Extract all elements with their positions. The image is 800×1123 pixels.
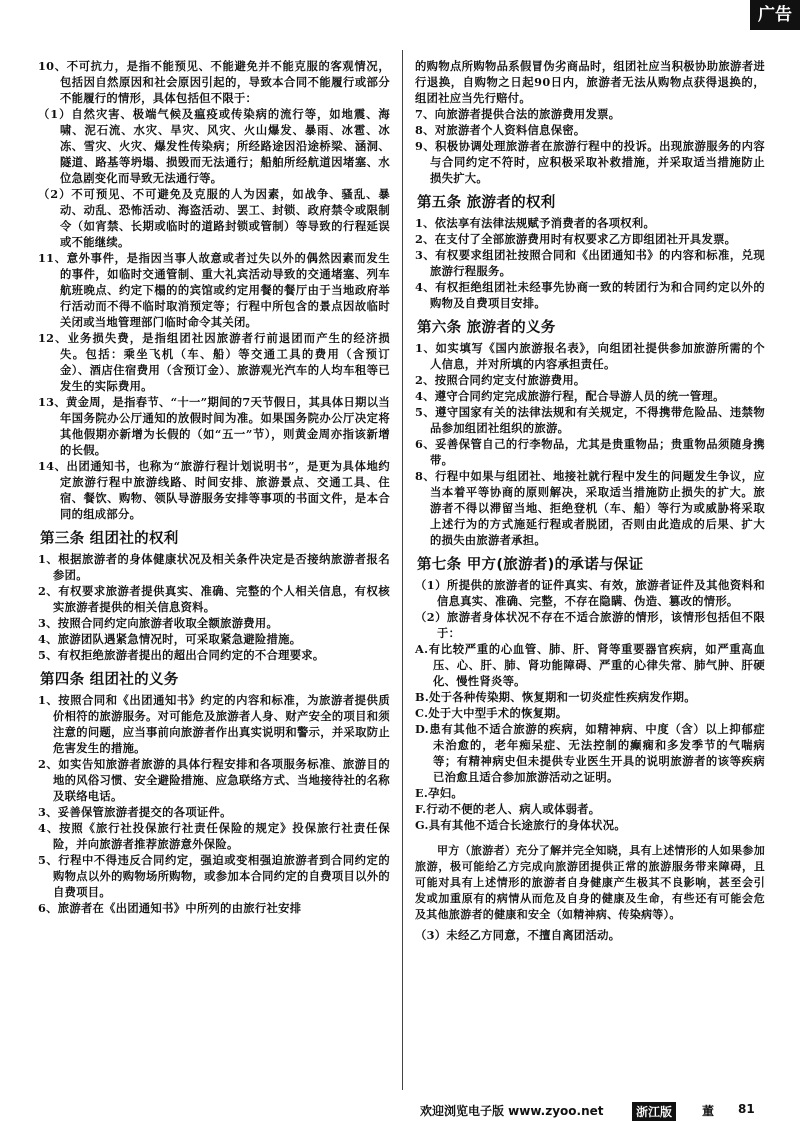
paragraph: 4、按照《旅行社投保旅行社责任保险的规定》投保旅行社责任保险，并向旅游者推荐旅游意外保险。: [38, 821, 390, 851]
paragraph: 11、意外事件，是指因当事人故意或者过失以外的偶然因素而发生的事件，如临时交通管制、重大礼宾活动导致的交通堵塞、列车航班晚点、约定下榻的的宾馆或约定用餐的餐厅由于当地政府举行活动而不得不临时取消预定等；行程中所包含的景点因故临时关闭或当地管理部门临时命令其关闭。: [38, 251, 390, 329]
footer-welcome: 欢迎浏览电子版 www.zyoo.net: [420, 1104, 604, 1118]
paragraph: 6、妥善保管自己的行李物品，尤其是贵重物品；贵重物品须随身携带。: [415, 437, 765, 467]
paragraph: 12、业务损失费，是指组团社因旅游者行前退团而产生的经济损失。包括：乘坐飞机（车、船）等交通工具的费用（含预订金）、酒店住宿费用（含预订金）、旅游观光汽车的人均车租等已发生的实际费用。: [38, 331, 390, 393]
paragraph: F.行动不便的老人、病人或体弱者。: [415, 802, 601, 816]
footer-sign: 董: [702, 1104, 715, 1118]
paragraph: A.有比较严重的心血管、肺、肝、肾等重要器官疾病，如严重高血压、心、肝、肺、肾功能障碍、严重的心律失常、肺气肿、肝硬化、慢性肾炎等。: [415, 642, 765, 688]
paragraph: （2）旅游者身体状况不存在不适合旅游的情形，该情形包括但不限于：: [415, 610, 765, 640]
paragraph: 5、有权拒绝旅游者提出的超出合同约定的不合理要求。: [38, 648, 325, 662]
paragraph: D.患有其他不适合旅游的疾病，如精神病、中度（含）以上抑郁症未治愈的，老年痴呆症、无法控制的癫痫和多发季节的气喘病等；有精神病史但未提供专业医生开具的说明旅游者的该等疾病已治愈且适合参加旅游活动之证明。: [415, 722, 765, 784]
paragraph: 8、对旅游者个人资料信息保密。: [415, 123, 586, 137]
paragraph: 3、妥善保管旅游者提交的各项证件。: [38, 805, 232, 819]
paragraph: G.具有其他不适合长途旅行的身体状况。: [415, 818, 626, 832]
paragraph: 2、在支付了全部旅游费用时有权要求乙方即组团社开具发票。: [415, 232, 737, 246]
paragraph: 4、旅游团队遇紧急情况时，可采取紧急避险措施。: [38, 632, 302, 646]
paragraph: B.处于各种传染期、恢复期和一切炎症性疾病发作期。: [415, 690, 696, 704]
column-divider: [402, 50, 403, 1090]
paragraph: 13、黄金周，是指春节、“十一”期间的7天节假日，其具体日期以当年国务院办公厅通知的放假时间为准。如果国务院办公厅决定将其他假期亦新增为长假的（如“五一”节），则黄金周亦指该新增的长假。: [38, 395, 390, 457]
paragraph: 8、行程中如果与组团社、地接社就行程中发生的问题发生争议，应当本着平等协商的原则解决，采取适当措施防止损失的扩大。旅游者不得以滞留当地、拒绝登机（车、船）等行为或威胁将采取上述行为的方式施延行程或者脱团，否则由此造成的后果、扩大的损失由旅游者承担。: [415, 469, 765, 547]
paragraph: 4、有权拒绝组团社未经事先协商一致的转团行为和合同约定以外的购物及自费项目安排。: [415, 280, 765, 310]
paragraph: 14、出团通知书，也称为“旅游行程计划说明书”，是更为具体地约定旅游行程中旅游线路、时间安排、旅游景点、交通工具、住宿、餐饮、购物、领队导游服务安排等事项的书面文件，是本合同的组成部分。: [38, 459, 390, 521]
paragraph: 1、依法享有法律法规赋予消费者的各项权利。: [415, 216, 656, 230]
section-heading: 第四条 组团社的义务: [40, 672, 179, 688]
paragraph: （3）未经乙方同意，不擅自离团活动。: [415, 928, 621, 942]
paragraph: 2、有权要求旅游者提供真实、准确、完整的个人相关信息，有权核实旅游者提供的相关信息资料。: [38, 584, 390, 614]
section-heading: 第三条 组团社的权利: [40, 531, 179, 547]
notice-paragraph: 甲方（旅游者）充分了解并完全知晓，具有上述情形的人如果参加旅游，极可能给乙方完成向旅游团提供正常的旅游服务带来障碍，且可能对具有上述情形的旅游者自身健康产生极其不良影响，甚至会引发或加重原有的病情从而危及自身的健康及生命，有些还有可能会危及其他旅游者的健康和安全（如精神病、传染病等）。: [415, 844, 765, 921]
paragraph: 9、积极协调处理旅游者在旅游行程中的投诉。出现旅游服务的内容与合同约定不符时，应积极采取补救措施，并采取适当措施防止损失扩大。: [415, 139, 765, 185]
section-heading: 第五条 旅游者的权利: [417, 195, 556, 211]
page-footer: [420, 1100, 780, 1120]
paragraph: （2）不可预见、不可避免及克服的人为因素，如战争、骚乱、暴动、动乱、恐怖活动、海盗活动、罢工、封锁、政府禁令或限制令（如宵禁、长期或临时的道路封锁或管制）等导致的行程延误或不能继续。: [38, 187, 390, 249]
paragraph: 的购物点所购物品系假冒伪劣商品时，组团社应当积极协助旅游者进行退换，自购物之日起90日内，旅游者无法从购物点获得退换的，组团社应当先行赔付。: [415, 59, 765, 105]
paragraph: 1、根据旅游者的身体健康状况及相关条件决定是否接纳旅游者报名参团。: [38, 552, 390, 582]
ad-tag: 广告: [750, 0, 800, 30]
paragraph: （1）所提供的旅游者的证件真实、有效，旅游者证件及其他资料和信息真实、准确、完整，不存在隐瞒、伪造、篡改的情形。: [415, 578, 765, 608]
paragraph: 5、遵守国家有关的法律法规和有关规定，不得携带危险品、违禁物品参加组团社组织的旅游。: [415, 405, 765, 435]
paragraph: （1）自然灾害、极端气候及瘟疫或传染病的流行等，如地震、海啸、泥石流、水灾、旱灾、风灾、火山爆发、暴雨、冰雹、冰冻、雪灾、火灾、爆发性传染病；所经路途因沿途桥梁、涵洞、隧道、路基等坍塌、损毁而无法通行；船舶所经航道因堵塞、水位急剧变化而导致无法通行等。: [38, 107, 390, 185]
paragraph: 4、遵守合同约定完成旅游行程，配合导游人员的统一管理。: [415, 389, 725, 403]
paragraph: 3、按照合同约定向旅游者收取全额旅游费用。: [38, 616, 279, 630]
paragraph: 2、如实告知旅游者旅游的具体行程安排和各项服务标准、旅游目的地的风俗习惯、安全避险措施、应急联络方式、当地接待社的名称及联络电话。: [38, 757, 390, 803]
left-column: [38, 58, 390, 916]
paragraph: E.孕妇。: [415, 786, 463, 800]
footer-brand: 浙江版: [632, 1102, 676, 1121]
paragraph: 2、按照合同约定支付旅游费用。: [415, 373, 586, 387]
paragraph: 10、不可抗力，是指不能预见、不能避免并不能克服的客观情况，包括因自然原因和社会原因引起的，导致本合同不能履行或部分不能履行的情形，具体包括但不限于：: [38, 59, 390, 105]
paragraph: 6、旅游者在《出团通知书》中所列的由旅行社安排: [38, 901, 302, 915]
section-heading: 第七条 甲方(旅游者)的承诺与保证: [417, 557, 644, 573]
right-column: [415, 58, 765, 943]
paragraph: 1、如实填写《国内旅游报名表》，向组团社提供参加旅游所需的个人信息，并对所填的内容承担责任。: [415, 341, 765, 371]
page-number: 81: [738, 1102, 755, 1116]
paragraph: 7、向旅游者提供合法的旅游费用发票。: [415, 107, 621, 121]
paragraph: 1、按照合同和《出团通知书》约定的内容和标准，为旅游者提供质价相符的旅游服务。对可能危及旅游者人身、财产安全的项目和须注意的问题，应当事前向旅游者作出真实说明和警示，并采取防止危害发生的措施。: [38, 693, 390, 755]
paragraph: 5、行程中不得违反合同约定，强迫或变相强迫旅游者到合同约定的购物点以外的购物场所购物，或参加本合同约定的自费项目以外的自费项目。: [38, 853, 390, 899]
section-heading: 第六条 旅游者的义务: [417, 320, 556, 336]
paragraph: C.处于大中型手术的恢复期。: [415, 706, 568, 720]
paragraph: 3、有权要求组团社按照合同和《出团通知书》的内容和标准，兑现旅游行程服务。: [415, 248, 765, 278]
